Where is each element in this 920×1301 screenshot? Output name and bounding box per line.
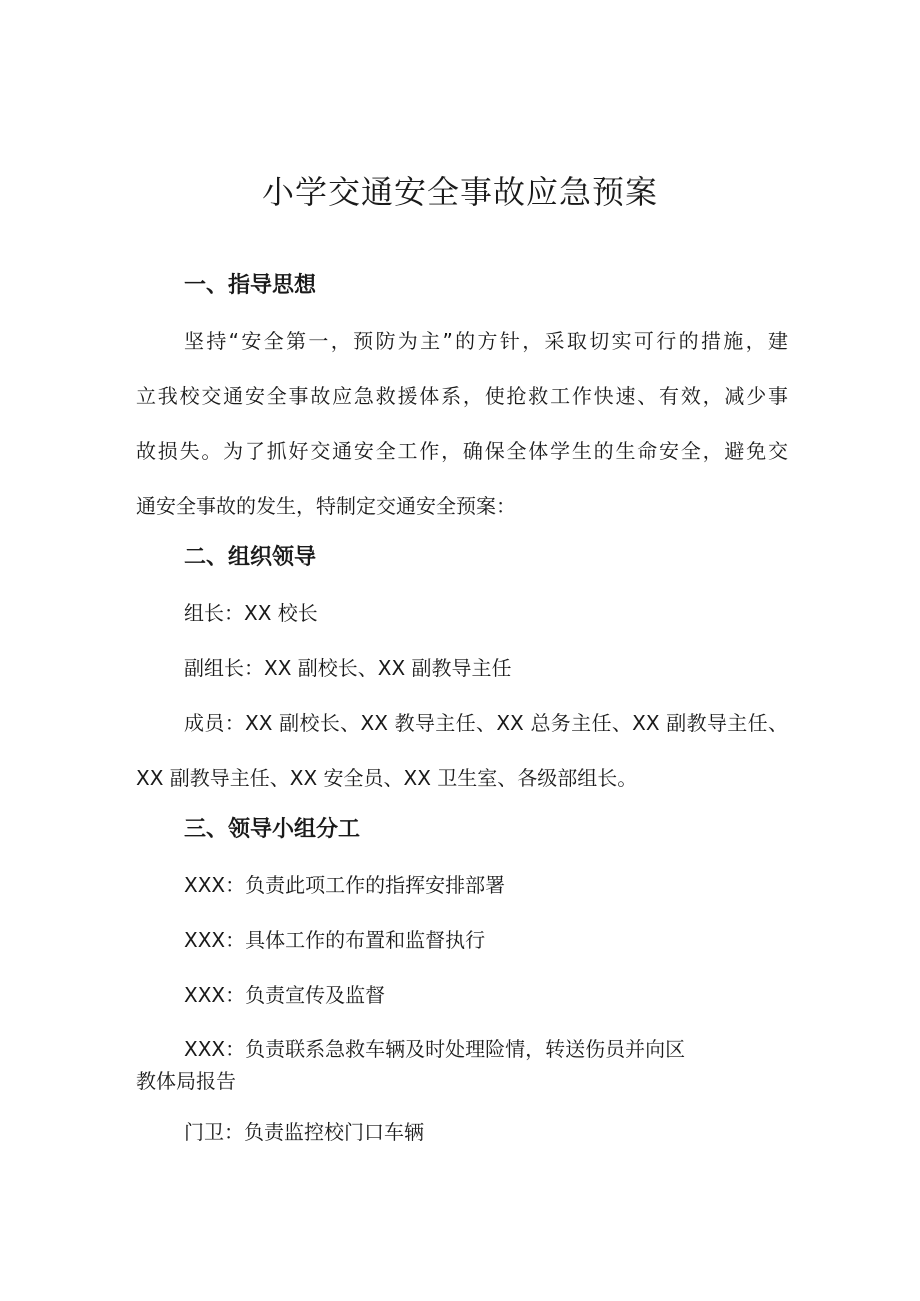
duty-line-continuation: 教体局报告 bbox=[136, 1069, 236, 1093]
duty-line: XXX：负责此项工作的指挥安排部署 bbox=[184, 873, 506, 897]
duty-line: XXX：负责联系急救车辆及时处理险情，转送伤员并向区 bbox=[184, 1037, 686, 1061]
deputy-leader-line: 副组长：XX 副校长、XX 副教导主任 bbox=[184, 656, 512, 680]
duty-line: 门卫：负责监控校门口车辆 bbox=[184, 1120, 424, 1144]
section-heading-guiding-ideology: 一、指导思想 bbox=[184, 273, 317, 298]
members-line: 成员：XX 副校长、XX 教导主任、XX 总务主任、XX 副教导主任、 bbox=[184, 711, 788, 735]
leader-line: 组长：XX 校长 bbox=[184, 601, 318, 625]
paragraph-line: 立我校交通安全事故应急救援体系，使抢救工作快速、有效，减少事 bbox=[136, 384, 788, 408]
section-heading-organization: 二、组织领导 bbox=[184, 545, 317, 570]
members-line: XX 副教导主任、XX 安全员、XX 卫生室、各级部组长。 bbox=[136, 766, 638, 790]
document-title: 小学交通安全事故应急预案 bbox=[261, 173, 658, 211]
section-heading-division-of-labor: 三、领导小组分工 bbox=[184, 817, 361, 842]
duty-line: XXX：负责宣传及监督 bbox=[184, 983, 386, 1007]
duty-line: XXX：具体工作的布置和监督执行 bbox=[184, 928, 486, 952]
paragraph-line: 通安全事故的发生，特制定交通安全预案： bbox=[136, 494, 516, 518]
paragraph-line: 故损失。为了抓好交通安全工作，确保全体学生的生命安全，避免交 bbox=[136, 439, 788, 463]
paragraph-line: 坚持“安全第一，预防为主”的方针，采取切实可行的措施，建 bbox=[184, 329, 788, 353]
